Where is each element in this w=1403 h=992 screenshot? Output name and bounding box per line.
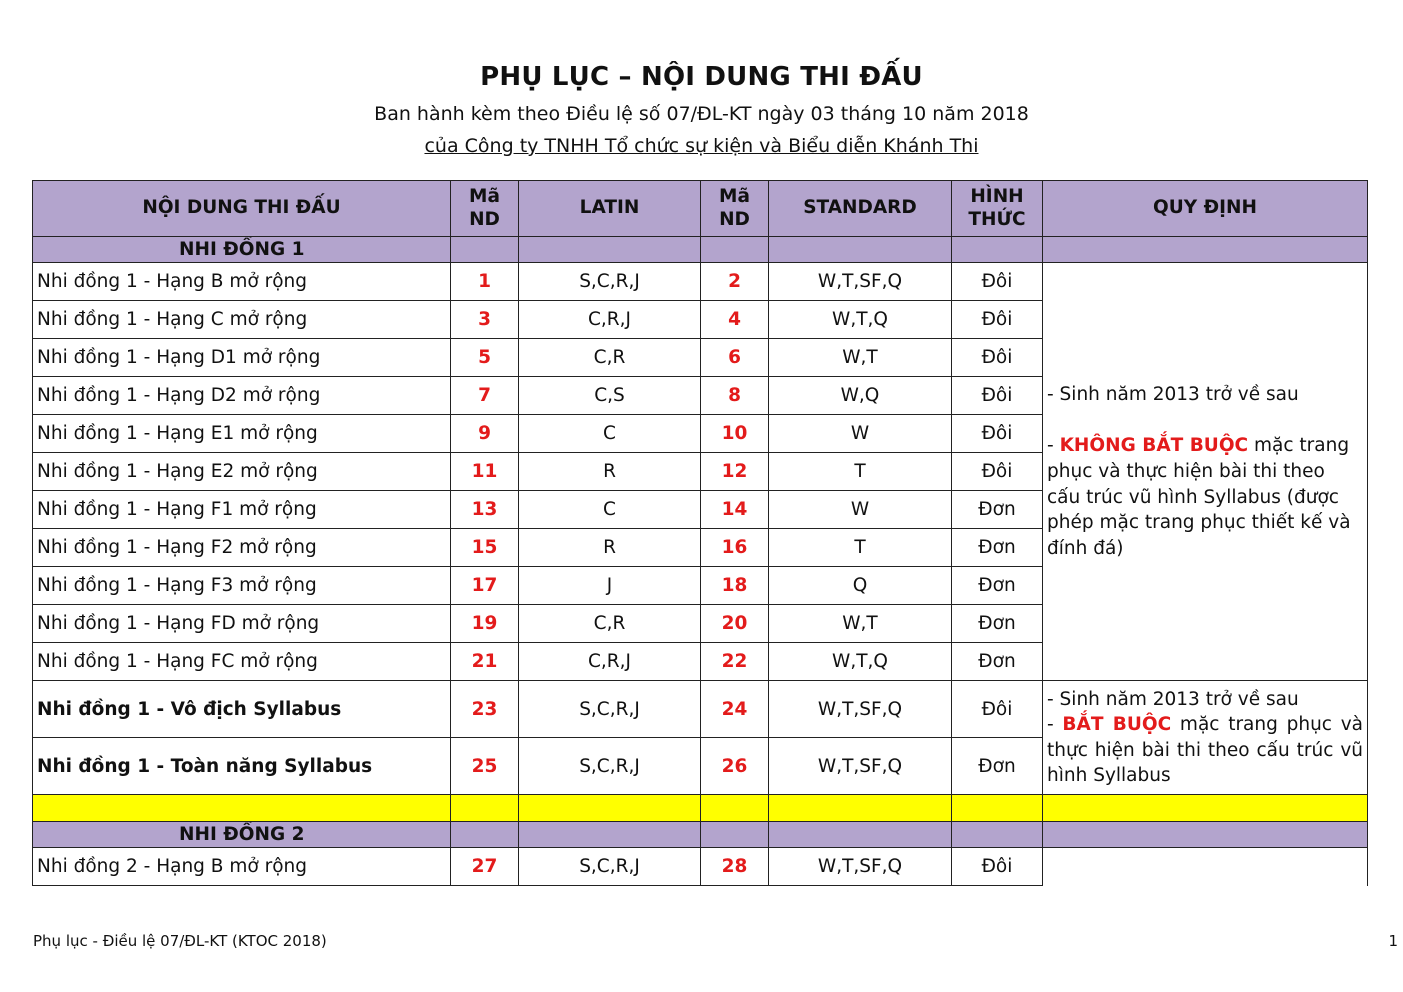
competition-table <box>32 180 1368 886</box>
spacer-cell <box>519 795 701 822</box>
footer-text: Phụ lục - Điều lệ 07/ĐL-KT (KTOC 2018) <box>33 932 327 950</box>
latin-dances: R <box>519 529 701 567</box>
header-latin: LATIN <box>519 181 701 237</box>
group-cell <box>952 822 1043 848</box>
event-form: Đôi <box>952 453 1043 491</box>
event-form: Đôi <box>952 301 1043 339</box>
latin-dances: C,R,J <box>519 301 701 339</box>
latin-dances: S,C,R,J <box>519 263 701 301</box>
header-code1 <box>451 181 519 237</box>
standard-code: 18 <box>701 567 769 605</box>
event-form: Đôi <box>952 377 1043 415</box>
event-form: Đôi <box>952 263 1043 301</box>
rule-dash: - <box>1047 714 1063 736</box>
rule-rest: mặc trang phục và thực hiện bài thi theo cấu trúc vũ hình Syllabus (được phép mặc trang phục thiết kế và đính đá) <box>1047 435 1351 559</box>
latin-code: 7 <box>451 377 519 415</box>
event-name: Nhi đồng 1 - Hạng F3 mở rộng <box>33 567 451 605</box>
table-row <box>33 263 1368 301</box>
latin-code: 1 <box>451 263 519 301</box>
rules-cell <box>1043 848 1368 886</box>
event-form: Đơn <box>952 567 1043 605</box>
spacer-cell <box>33 795 451 822</box>
rule-gap <box>1047 407 1363 433</box>
spacer-cell <box>952 795 1043 822</box>
event-name: Nhi đồng 1 - Hạng B mở rộng <box>33 263 451 301</box>
header-code1-b: ND <box>469 208 500 230</box>
standard-dances: W,T,SF,Q <box>769 738 952 795</box>
rule-highlight: BẮT BUỘC <box>1062 714 1172 736</box>
standard-dances: W,T,Q <box>769 301 952 339</box>
event-name: Nhi đồng 1 - Hạng F2 mở rộng <box>33 529 451 567</box>
spacer-cell <box>769 795 952 822</box>
event-name: Nhi đồng 1 - Vô địch Syllabus <box>33 681 451 738</box>
standard-dances: W,T,SF,Q <box>769 263 952 301</box>
standard-dances: T <box>769 529 952 567</box>
page-number: 1 <box>1388 932 1398 950</box>
table-header-row <box>33 181 1368 237</box>
latin-dances: C,S <box>519 377 701 415</box>
latin-dances: C,R,J <box>519 643 701 681</box>
latin-code: 11 <box>451 453 519 491</box>
rule-dash: - <box>1047 435 1060 457</box>
event-form: Đơn <box>952 738 1043 795</box>
group-cell <box>952 237 1043 263</box>
standard-code: 14 <box>701 491 769 529</box>
standard-code: 2 <box>701 263 769 301</box>
event-form: Đơn <box>952 605 1043 643</box>
latin-dances: C <box>519 491 701 529</box>
table-row <box>33 681 1368 738</box>
event-name: Nhi đồng 1 - Toàn năng Syllabus <box>33 738 451 795</box>
latin-dances: S,C,R,J <box>519 848 701 886</box>
event-form: Đôi <box>952 681 1043 738</box>
latin-dances: C,R <box>519 605 701 643</box>
group-cell <box>769 237 952 263</box>
standard-dances: Q <box>769 567 952 605</box>
latin-dances: S,C,R,J <box>519 738 701 795</box>
latin-dances: C <box>519 415 701 453</box>
group-cell <box>1043 237 1368 263</box>
latin-code: 5 <box>451 339 519 377</box>
standard-code: 26 <box>701 738 769 795</box>
group-name: NHI ĐỒNG 2 <box>33 822 451 848</box>
event-name: Nhi đồng 1 - Hạng E1 mở rộng <box>33 415 451 453</box>
rules-cell <box>1043 263 1368 681</box>
group-cell <box>519 822 701 848</box>
rule-line-dress <box>1047 712 1363 787</box>
event-name: Nhi đồng 1 - Hạng F1 mở rộng <box>33 491 451 529</box>
latin-dances: J <box>519 567 701 605</box>
standard-dances: W,T <box>769 339 952 377</box>
event-form: Đơn <box>952 491 1043 529</box>
event-form: Đơn <box>952 529 1043 567</box>
table-row <box>33 848 1368 886</box>
page-subtitle: Ban hành kèm theo Điều lệ số 07/ĐL-KT ngày 03 tháng 10 năm 2018 <box>374 103 1029 125</box>
latin-code: 3 <box>451 301 519 339</box>
standard-dances: W <box>769 491 952 529</box>
event-form: Đơn <box>952 643 1043 681</box>
standard-dances: W,T,SF,Q <box>769 848 952 886</box>
group-cell <box>451 237 519 263</box>
latin-code: 19 <box>451 605 519 643</box>
rules-cell <box>1043 681 1368 795</box>
spacer-cell <box>1043 795 1368 822</box>
group-name: NHI ĐỒNG 1 <box>33 237 451 263</box>
event-form: Đôi <box>952 339 1043 377</box>
standard-code: 10 <box>701 415 769 453</box>
latin-code: 15 <box>451 529 519 567</box>
event-form: Đôi <box>952 848 1043 886</box>
event-name: Nhi đồng 1 - Hạng E2 mở rộng <box>33 453 451 491</box>
event-form: Đôi <box>952 415 1043 453</box>
group-cell <box>701 822 769 848</box>
group-cell <box>1043 822 1368 848</box>
latin-code: 25 <box>451 738 519 795</box>
group-cell <box>769 822 952 848</box>
latin-code: 9 <box>451 415 519 453</box>
latin-code: 13 <box>451 491 519 529</box>
header-code1-a: Mã <box>469 186 500 208</box>
latin-dances: C,R <box>519 339 701 377</box>
header-code2-b: ND <box>719 208 750 230</box>
spacer-row <box>33 795 1368 822</box>
standard-code: 22 <box>701 643 769 681</box>
rule-line-birth: - Sinh năm 2013 trở về sau <box>1047 689 1299 711</box>
page-title: PHỤ LỤC – NỘI DUNG THI ĐẤU <box>480 62 923 92</box>
standard-code: 8 <box>701 377 769 415</box>
header-code2 <box>701 181 769 237</box>
header-form <box>952 181 1043 237</box>
group-cell <box>519 237 701 263</box>
event-name: Nhi đồng 2 - Hạng B mở rộng <box>33 848 451 886</box>
standard-code: 28 <box>701 848 769 886</box>
event-name: Nhi đồng 1 - Hạng FD mở rộng <box>33 605 451 643</box>
latin-code: 23 <box>451 681 519 738</box>
latin-dances: S,C,R,J <box>519 681 701 738</box>
latin-code: 21 <box>451 643 519 681</box>
group-row-2 <box>33 822 1368 848</box>
latin-code: 17 <box>451 567 519 605</box>
standard-dances: W,T,Q <box>769 643 952 681</box>
group-cell <box>451 822 519 848</box>
standard-dances: W,Q <box>769 377 952 415</box>
rule-line-birth: - Sinh năm 2013 trở về sau <box>1047 383 1299 405</box>
group-row-1 <box>33 237 1368 263</box>
spacer-cell <box>451 795 519 822</box>
event-name: Nhi đồng 1 - Hạng D2 mở rộng <box>33 377 451 415</box>
standard-dances: W,T,SF,Q <box>769 681 952 738</box>
header-form-a: HÌNH <box>970 186 1024 208</box>
latin-dances: R <box>519 453 701 491</box>
header-form-b: THỨC <box>968 208 1026 230</box>
rule-line-dress <box>1047 433 1363 561</box>
header-code2-a: Mã <box>719 186 750 208</box>
standard-code: 12 <box>701 453 769 491</box>
standard-code: 6 <box>701 339 769 377</box>
event-name: Nhi đồng 1 - Hạng FC mở rộng <box>33 643 451 681</box>
header-content: NỘI DUNG THI ĐẤU <box>33 181 451 237</box>
event-name: Nhi đồng 1 - Hạng C mở rộng <box>33 301 451 339</box>
standard-code: 4 <box>701 301 769 339</box>
standard-dances: W <box>769 415 952 453</box>
latin-code: 27 <box>451 848 519 886</box>
page-subtitle-issuer <box>0 135 1403 157</box>
standard-dances: W,T <box>769 605 952 643</box>
standard-code: 24 <box>701 681 769 738</box>
rule-highlight: KHÔNG BẮT BUỘC <box>1059 435 1249 457</box>
group-cell <box>701 237 769 263</box>
standard-dances: T <box>769 453 952 491</box>
spacer-cell <box>701 795 769 822</box>
event-name: Nhi đồng 1 - Hạng D1 mở rộng <box>33 339 451 377</box>
header-rules: QUY ĐỊNH <box>1043 181 1368 237</box>
rule-rest: mặc trang phục và thực hiện bài thi theo cấu trúc vũ hình Syllabus <box>1047 714 1363 786</box>
issuer-text: của Công ty TNHH Tổ chức sự kiện và Biểu diễn Khánh Thi <box>424 135 979 157</box>
header-standard: STANDARD <box>769 181 952 237</box>
standard-code: 20 <box>701 605 769 643</box>
standard-code: 16 <box>701 529 769 567</box>
